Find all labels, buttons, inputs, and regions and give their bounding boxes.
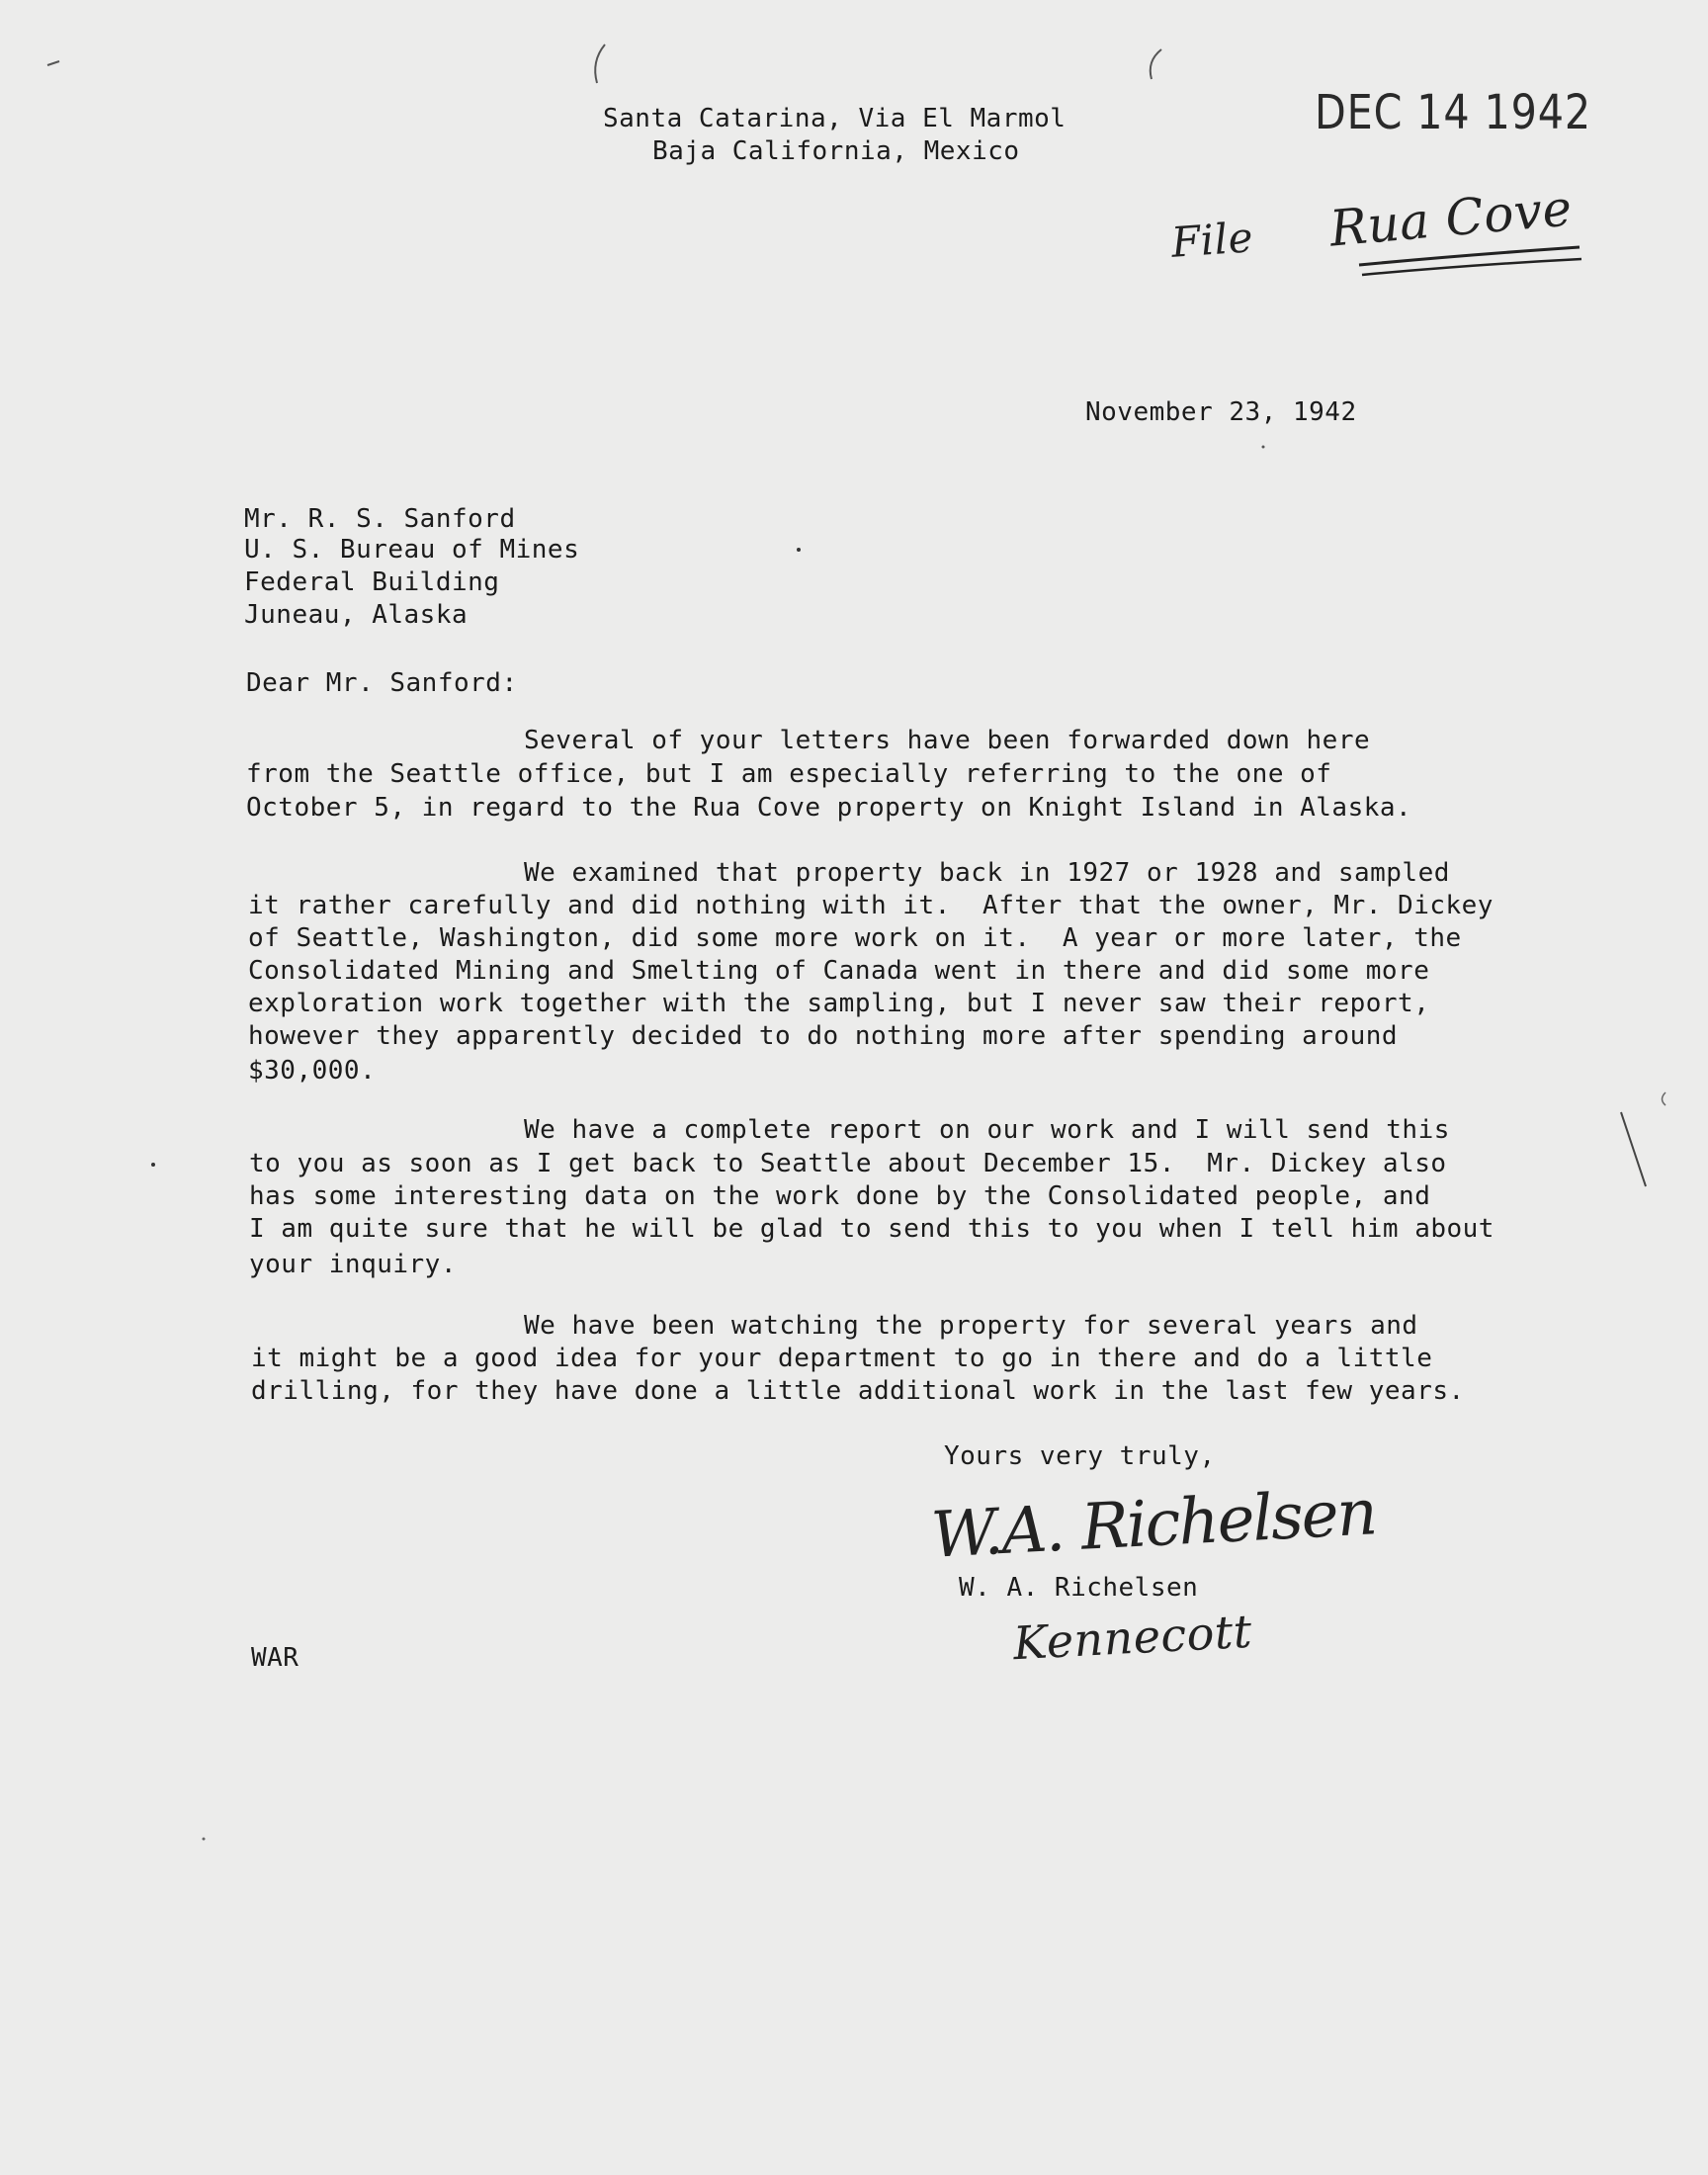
handwritten-note: Kennecott [1011, 1604, 1254, 1671]
letter-date: November 23, 1942 [1085, 397, 1357, 427]
paragraph-line: drilling, for they have done a little additional work in the last few years. [251, 1376, 1465, 1406]
paragraph-line: to you as soon as I get back to Seattle about December 15. Mr. Dickey also [249, 1149, 1447, 1178]
scan-speck [151, 1163, 155, 1167]
binder-mark-left [595, 44, 605, 83]
handwritten-signature: W.A. Richelsen [929, 1476, 1378, 1573]
recipient-city: Juneau, Alaska [244, 600, 469, 630]
paragraph-line: Several of your letters have been forwarded down here [524, 726, 1371, 755]
paragraph-line: however they apparently decided to do nothing more after spending around [248, 1021, 1399, 1051]
scan-speck [203, 1838, 206, 1841]
recipient-org: U. S. Bureau of Mines [244, 535, 580, 565]
paragraph-line: We examined that property back in 1927 or 1928 and sampled [524, 858, 1450, 888]
paragraph-line: We have a complete report on our work and I will send this [524, 1115, 1450, 1145]
paragraph-line: We have been watching the property for several years and [524, 1311, 1418, 1341]
scan-speck [1663, 1092, 1666, 1105]
paragraph-line: I am quite sure that he will be glad to send this to you when I tell him about [249, 1214, 1494, 1244]
paragraph-line: October 5, in regard to the Rua Cove property on Knight Island in Alaska. [246, 793, 1412, 823]
paragraph-line: Consolidated Mining and Smelting of Canada went in there and did some more [248, 956, 1430, 986]
paragraph-line: your inquiry. [249, 1250, 457, 1279]
signer-typed-name: W. A. Richelsen [959, 1573, 1199, 1603]
salutation: Dear Mr. Sanford: [246, 668, 518, 698]
paragraph-line: it rather carefully and did nothing with it. After that the owner, Mr. Dickey [248, 891, 1494, 920]
scan-speck [1262, 446, 1265, 449]
letterhead-line-2: Baja California, Mexico [652, 136, 1020, 166]
recipient-name: Mr. R. S. Sanford [244, 504, 516, 534]
closing: Yours very truly, [944, 1441, 1216, 1471]
received-date-stamp: DEC 14 1942 [1315, 85, 1591, 140]
file-underline-1 [1359, 247, 1580, 265]
file-note-value: Rua Cove [1326, 179, 1575, 258]
paragraph-line: has some interesting data on the work done by the Consolidated people, and [249, 1181, 1431, 1211]
file-note-label: File [1169, 213, 1255, 267]
paragraph-line: $30,000. [248, 1056, 377, 1086]
typist-initials: WAR [251, 1643, 299, 1673]
paragraph-line: from the Seattle office, but I am especially referring to the one of [246, 759, 1332, 789]
paragraph-line: it might be a good idea for your department to go in there and do a little [251, 1344, 1433, 1373]
letterhead-line-1: Santa Catarina, Via El Marmol [603, 104, 1067, 133]
scan-speck [797, 548, 801, 552]
binder-mark-right [1151, 49, 1161, 79]
margin-mark [1621, 1112, 1646, 1186]
recipient-building: Federal Building [244, 567, 500, 597]
paragraph-line: exploration work together with the sampling, but I never saw their report, [248, 989, 1430, 1018]
scan-speck [47, 61, 59, 65]
paragraph-line: of Seattle, Washington, did some more work on it. A year or more later, the [248, 923, 1462, 953]
